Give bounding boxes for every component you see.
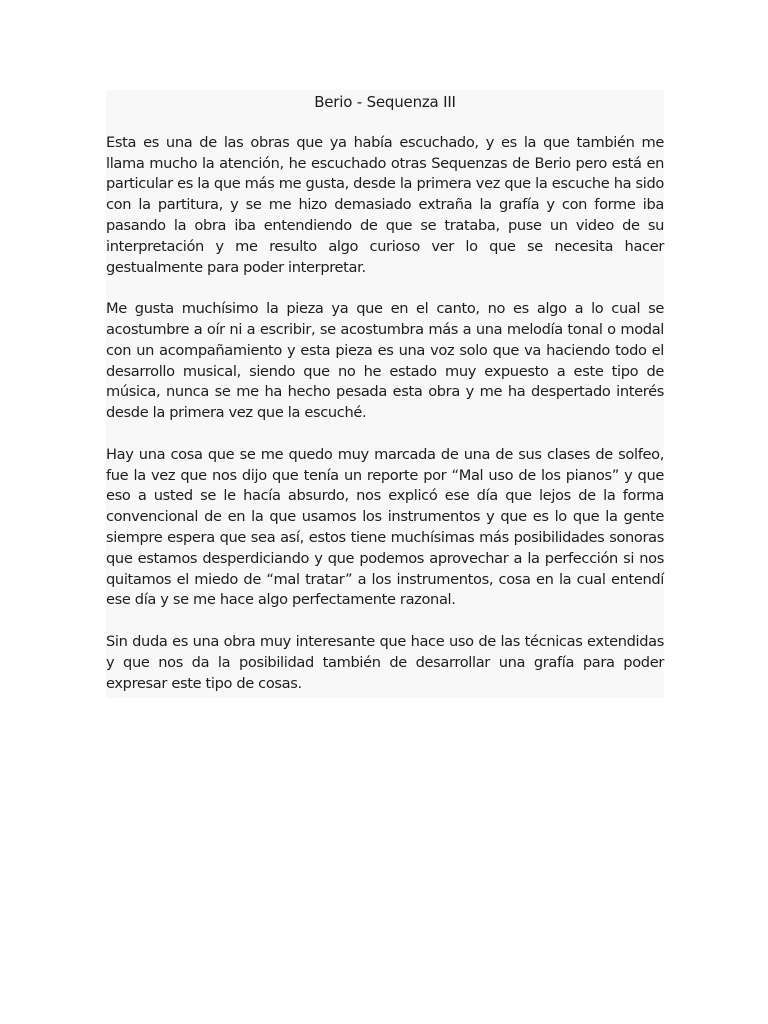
- paragraph-2: Me gusta muchísimo la pieza ya que en el canto, no es algo a lo cual se acostumbre a oír ni a escribir, se acostumbra más a una melodía tonal o modal con un acompañamiento y esta pieza es una voz solo que va haciendo todo el desarrollo musical, siendo que no he estado muy expuesto a este tipo de música, nunca se me ha hecho pesada esta obra y me ha despertado interés desde la primera vez que la escuché.: [106, 300, 664, 422]
- document-title: Berio - Sequenza III: [314, 93, 456, 111]
- document-text-block: [106, 90, 664, 698]
- paragraph-1: Esta es una de las obras que ya había escuchado, y es la que también me llama mucho la atención, he escuchado otras Sequenzas de Berio pero está en particular es la que más me gusta, desde la primera vez que la escuche ha sido con la partitura, y se me hizo demasiado extraña la grafía y con forme iba pasando la obra iba entendiendo de que se trataba, puse un video de su interpretación y me resulto algo curioso ver lo que se necesita hacer gestualmente para poder interpretar.: [106, 133, 664, 276]
- paragraph-3: Hay una cosa que se me quedo muy marcada de una de sus clases de solfeo, fue la vez que nos dijo que tenía un reporte por “Mal uso de los pianos” y que eso a usted se le hacía absurdo, nos explicó ese día que lejos de la forma convencional de en la que usamos los instrumentos y que es lo que la gente siempre espera que sea así, estos tiene muchísimas más posibilidades sonoras que estamos desperdiciando y que podemos aprovechar a la perfección si nos quitamos el miedo de “mal tratar” a los instrumentos, cosa en la cual entendí ese día y se me hace algo perfectamente razonal.: [106, 445, 664, 609]
- paragraph-4: Sin duda es una obra muy interesante que hace uso de las técnicas extendidas y que nos da la posibilidad también de desarrollar una grafía para poder expresar este tipo de cosas.: [106, 632, 664, 692]
